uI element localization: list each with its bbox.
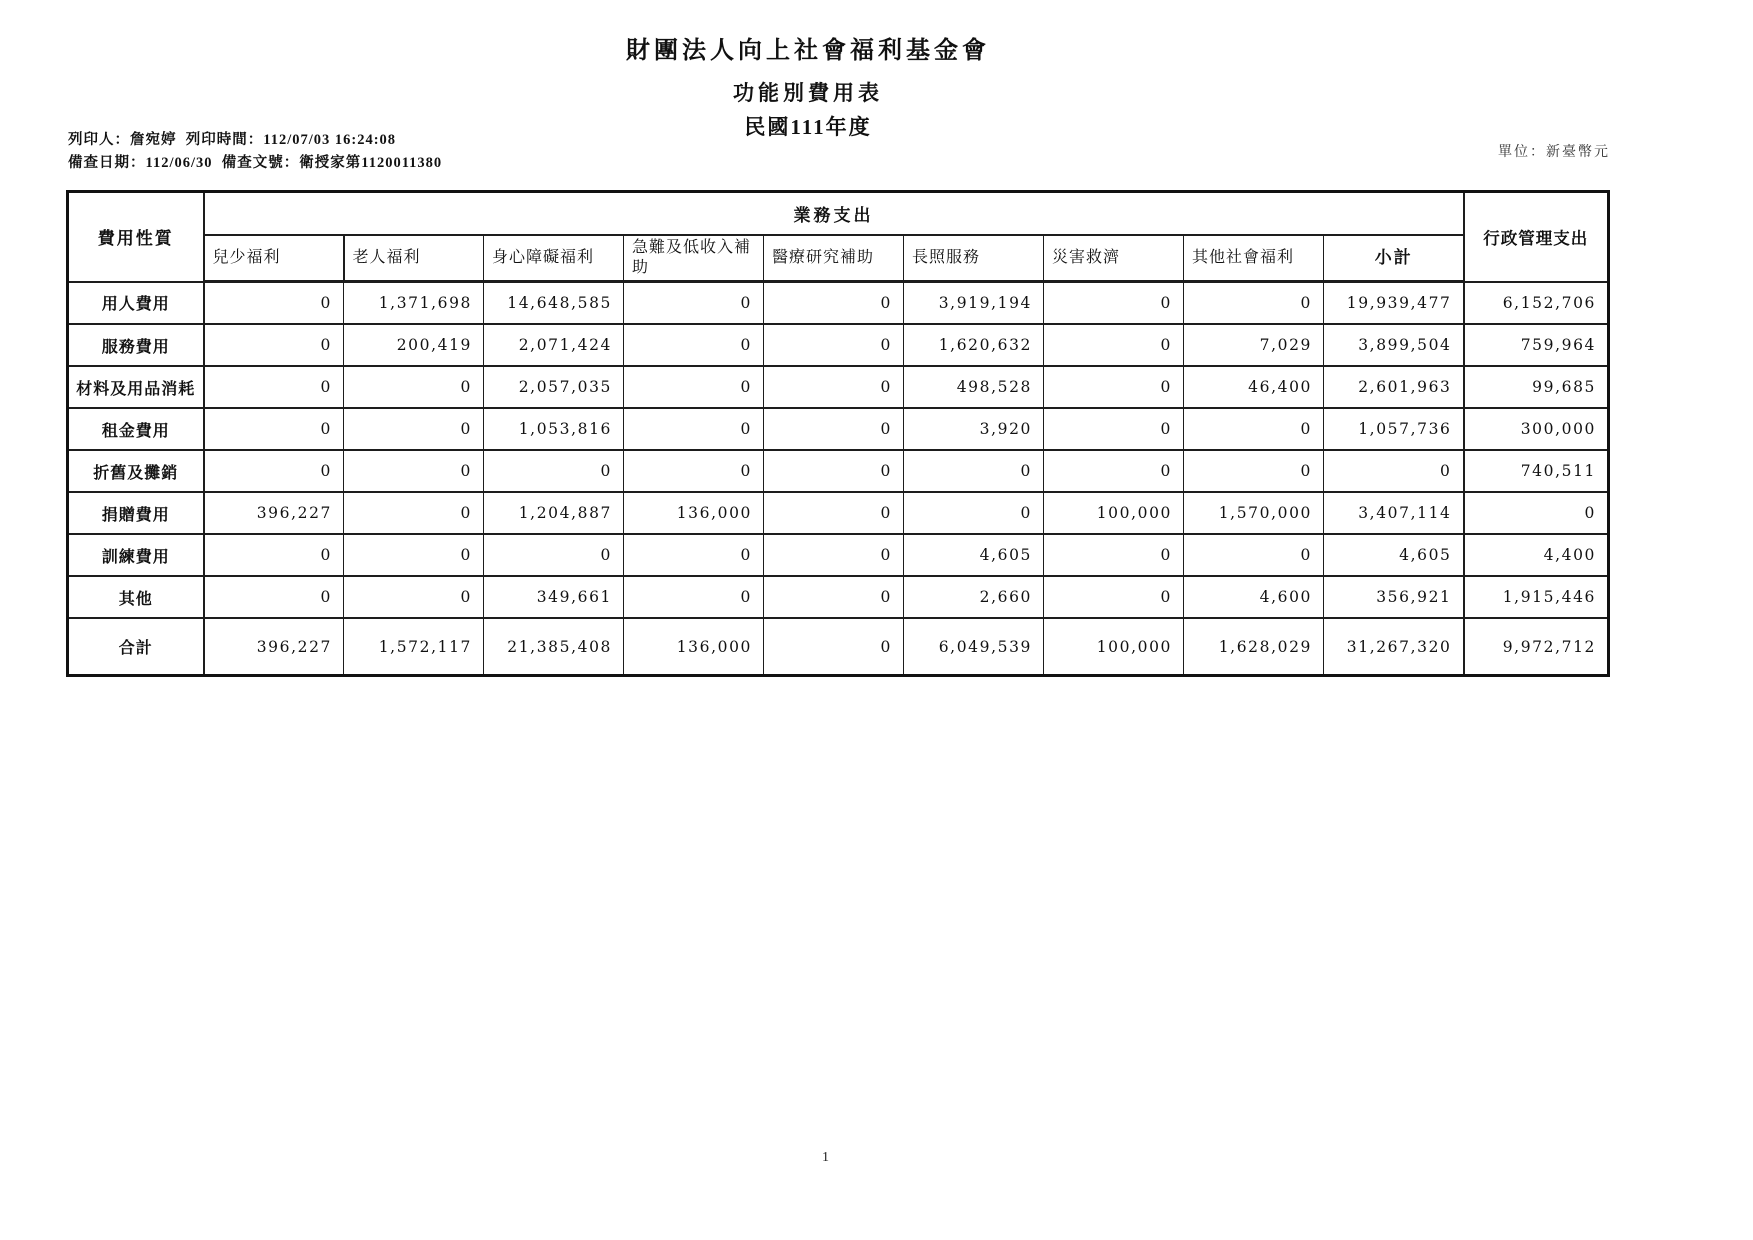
filing-info-line: 備查日期：112/06/30 備查文號：衛授家第1120011380: [68, 155, 443, 171]
print-meta: [68, 129, 442, 175]
amount-cell: 396,227: [204, 492, 344, 534]
amount-cell: 498,528: [904, 366, 1044, 408]
table-total-row: [68, 618, 1609, 676]
report-title: 功能別費用表: [733, 81, 883, 105]
amount-cell: 0: [1184, 408, 1324, 450]
expense-row-label: 折舊及攤銷: [68, 450, 204, 492]
expense-row-label: 合計: [68, 618, 204, 676]
amount-cell: 0: [904, 450, 1044, 492]
table-row: [68, 324, 1609, 366]
expense-row-label: 捐贈費用: [68, 492, 204, 534]
amount-cell: 0: [204, 450, 344, 492]
amount-cell: 0: [624, 324, 764, 366]
expense-row-label: 材料及用品消耗: [68, 366, 204, 408]
column-header-longterm-care-service: 長照服務: [904, 235, 1044, 282]
amount-cell: 349,661: [484, 576, 624, 618]
amount-cell: 0: [1044, 534, 1184, 576]
corner-header-cell: 費用性質: [68, 192, 204, 282]
column-header-disaster-relief: 災害救濟: [1044, 235, 1184, 282]
table-row: [68, 534, 1609, 576]
amount-cell: 356,921: [1324, 576, 1464, 618]
table-row: [68, 492, 1609, 534]
amount-cell: 6,152,706: [1464, 282, 1609, 325]
amount-cell: 100,000: [1044, 492, 1184, 534]
amount-cell: 2,071,424: [484, 324, 624, 366]
amount-cell: 19,939,477: [1324, 282, 1464, 325]
amount-cell: 200,419: [344, 324, 484, 366]
amount-cell: 0: [764, 450, 904, 492]
amount-cell: 0: [1184, 282, 1324, 325]
print-info-line: 列印人：詹宛婷 列印時間：112/07/03 16:24:08: [68, 132, 397, 148]
amount-cell: 14,648,585: [484, 282, 624, 325]
amount-cell: 3,899,504: [1324, 324, 1464, 366]
page-number: 1: [822, 1150, 829, 1165]
amount-cell: 1,620,632: [904, 324, 1044, 366]
table-body: [68, 282, 1609, 676]
table-row: [68, 366, 1609, 408]
amount-cell: 99,685: [1464, 366, 1609, 408]
column-header-child-youth-welfare: 兒少福利: [204, 235, 344, 282]
business-expense-group-header: 業務支出: [204, 192, 1464, 236]
expense-row-label: 用人費用: [68, 282, 204, 325]
amount-cell: 0: [344, 366, 484, 408]
expense-row-label: 其他: [68, 576, 204, 618]
amount-cell: 0: [764, 282, 904, 325]
column-header-medical-research-aid: 醫療研究補助: [764, 235, 904, 282]
amount-cell: 0: [764, 576, 904, 618]
amount-cell: 3,920: [904, 408, 1044, 450]
amount-cell: 0: [204, 408, 344, 450]
amount-cell: 21,385,408: [484, 618, 624, 676]
column-header-elderly-welfare: 老人福利: [344, 235, 484, 282]
amount-cell: 0: [484, 450, 624, 492]
table-header: [68, 192, 1609, 282]
currency-unit-label: 單位：新臺幣元: [1498, 145, 1610, 160]
amount-cell: 0: [1324, 450, 1464, 492]
amount-cell: 0: [1464, 492, 1609, 534]
amount-cell: 396,227: [204, 618, 344, 676]
header-subcolumn-row: [68, 235, 1609, 282]
document-heading: [0, 0, 1616, 141]
amount-cell: 1,204,887: [484, 492, 624, 534]
amount-cell: 2,057,035: [484, 366, 624, 408]
amount-cell: 4,600: [1184, 576, 1324, 618]
amount-cell: 0: [764, 324, 904, 366]
amount-cell: 0: [204, 324, 344, 366]
header-group-row: [68, 192, 1609, 236]
amount-cell: 0: [764, 366, 904, 408]
amount-cell: 0: [624, 408, 764, 450]
amount-cell: 100,000: [1044, 618, 1184, 676]
amount-cell: 6,049,539: [904, 618, 1044, 676]
amount-cell: 300,000: [1464, 408, 1609, 450]
amount-cell: 0: [1184, 450, 1324, 492]
column-header-emergency-low-income-aid: 急難及低收入補助: [624, 235, 764, 282]
amount-cell: 0: [904, 492, 1044, 534]
amount-cell: 0: [764, 618, 904, 676]
table-row: [68, 408, 1609, 450]
amount-cell: 4,605: [1324, 534, 1464, 576]
amount-cell: 0: [204, 534, 344, 576]
amount-cell: 0: [624, 282, 764, 325]
amount-cell: 0: [344, 408, 484, 450]
expense-row-label: 訓練費用: [68, 534, 204, 576]
column-header-other-social-welfare: 其他社會福利: [1184, 235, 1324, 282]
amount-cell: 0: [764, 492, 904, 534]
amount-cell: 0: [624, 576, 764, 618]
amount-cell: 1,371,698: [344, 282, 484, 325]
amount-cell: 740,511: [1464, 450, 1609, 492]
organization-title: 財團法人向上社會福利基金會: [626, 38, 990, 64]
amount-cell: 46,400: [1184, 366, 1324, 408]
amount-cell: 136,000: [624, 492, 764, 534]
amount-cell: 0: [624, 450, 764, 492]
amount-cell: 1,053,816: [484, 408, 624, 450]
amount-cell: 0: [1044, 366, 1184, 408]
amount-cell: 136,000: [624, 618, 764, 676]
amount-cell: 0: [484, 534, 624, 576]
amount-cell: 0: [204, 282, 344, 325]
amount-cell: 0: [344, 492, 484, 534]
amount-cell: 2,660: [904, 576, 1044, 618]
amount-cell: 2,601,963: [1324, 366, 1464, 408]
amount-cell: 1,915,446: [1464, 576, 1609, 618]
amount-cell: 1,572,117: [344, 618, 484, 676]
amount-cell: 0: [1044, 408, 1184, 450]
amount-cell: 0: [1044, 324, 1184, 366]
amount-cell: 1,628,029: [1184, 618, 1324, 676]
amount-cell: 7,029: [1184, 324, 1324, 366]
amount-cell: 4,400: [1464, 534, 1609, 576]
amount-cell: 0: [344, 450, 484, 492]
amount-cell: 1,570,000: [1184, 492, 1324, 534]
amount-cell: 1,057,736: [1324, 408, 1464, 450]
table-row: [68, 576, 1609, 618]
column-header-subtotal: 小計: [1324, 235, 1464, 282]
amount-cell: 0: [1044, 282, 1184, 325]
functional-expense-table: [66, 190, 1610, 677]
amount-cell: 0: [1044, 576, 1184, 618]
amount-cell: 0: [1184, 534, 1324, 576]
amount-cell: 0: [1044, 450, 1184, 492]
expense-row-label: 租金費用: [68, 408, 204, 450]
amount-cell: 0: [204, 576, 344, 618]
amount-cell: 0: [624, 534, 764, 576]
amount-cell: 0: [204, 366, 344, 408]
column-header-disability-welfare: 身心障礙福利: [484, 235, 624, 282]
amount-cell: 0: [624, 366, 764, 408]
amount-cell: 3,919,194: [904, 282, 1044, 325]
amount-cell: 31,267,320: [1324, 618, 1464, 676]
amount-cell: 4,605: [904, 534, 1044, 576]
amount-cell: 0: [764, 408, 904, 450]
amount-cell: 3,407,114: [1324, 492, 1464, 534]
fiscal-year: 民國111年度: [744, 115, 872, 139]
amount-cell: 759,964: [1464, 324, 1609, 366]
amount-cell: 9,972,712: [1464, 618, 1609, 676]
table-row: [68, 450, 1609, 492]
amount-cell: 0: [764, 534, 904, 576]
admin-expense-header: 行政管理支出: [1464, 192, 1609, 282]
table-row: [68, 282, 1609, 325]
expense-row-label: 服務費用: [68, 324, 204, 366]
amount-cell: 0: [344, 576, 484, 618]
amount-cell: 0: [344, 534, 484, 576]
